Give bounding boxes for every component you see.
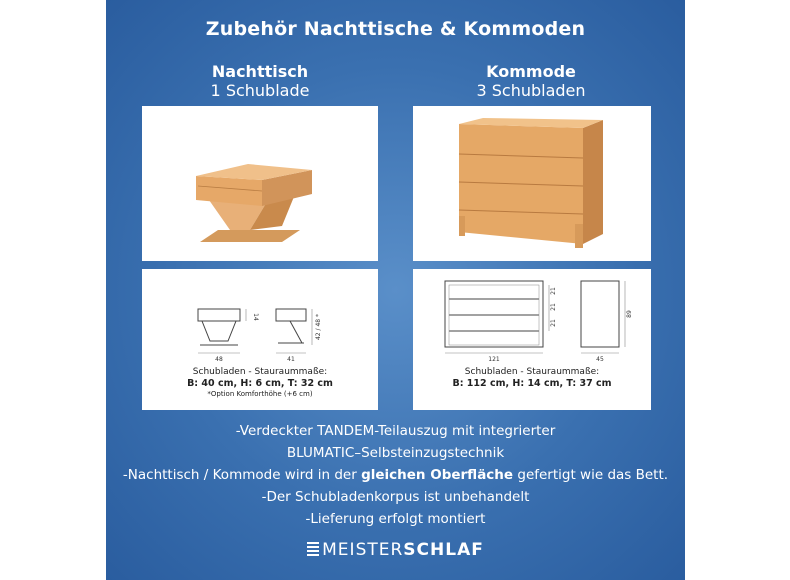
nachttisch-spec-values: B: 40 cm, H: 6 cm, T: 32 cm: [187, 378, 333, 389]
brand-logo: [106, 540, 685, 560]
nachttisch-name: Nachttisch: [211, 62, 309, 81]
kommode-heading: [411, 62, 651, 100]
feature-line-3-pre: -Nachttisch / Kommode wird in der: [122, 467, 362, 483]
kommode-specs: [413, 367, 651, 389]
nightstand-technical-drawing: [142, 269, 378, 364]
feature-line-3-bold: gleichen Oberfläche: [361, 467, 514, 483]
nachttisch-sub: 1 Schublade: [210, 81, 310, 100]
nachttisch-heading: [140, 62, 380, 100]
logo-bars-icon: [307, 542, 319, 556]
kommode-height-label: 89: [626, 310, 633, 318]
page-title: Zubehör Nachttische & Kommoden: [205, 18, 586, 40]
nachttisch-drawer-height-label: 14: [252, 313, 259, 321]
nachttisch-spec-note: *Option Komforthöhe (+6 cm): [207, 390, 313, 398]
nachttisch-drawing: [142, 269, 378, 410]
kommode-drawing: [413, 269, 651, 410]
kommode-spec-label: Schubladen - Stauraummaße:: [464, 367, 600, 377]
kommode-depth-label: 45: [596, 356, 604, 363]
feature-line-3-post: gefertigt wie das Bett.: [513, 467, 669, 483]
nachttisch-specs: [142, 367, 378, 400]
kommode-drawer3-label: 21: [550, 319, 557, 327]
nachttisch-depth-label: 41: [287, 356, 295, 363]
nachttisch-height-label: 42 / 48 *: [315, 313, 322, 341]
kommode-width-label: 121: [488, 356, 500, 363]
dresser-illustration: [413, 106, 651, 261]
kommode-spec-values: B: 112 cm, H: 14 cm, T: 37 cm: [452, 378, 612, 389]
kommode-photo: [413, 106, 651, 261]
feature-line-1: -Verdeckter TANDEM-Teilauszug mit integrierter: [235, 423, 556, 439]
feature-list: [106, 420, 685, 530]
nachttisch-photo: [142, 106, 378, 261]
feature-line-2: BLUMATIC–Selbsteinzugstechnik: [286, 445, 505, 461]
nightstand-illustration: [142, 106, 378, 261]
nachttisch-spec-label: Schubladen - Stauraummaße:: [192, 367, 328, 377]
dresser-technical-drawing: [413, 269, 651, 364]
brand-light: MEISTER: [322, 540, 404, 560]
kommode-drawer2-label: 21: [550, 303, 557, 311]
info-panel: [106, 0, 685, 580]
kommode-name: Kommode: [486, 62, 576, 81]
feature-line-4: -Der Schubladenkorpus ist unbehandelt: [261, 489, 530, 505]
nachttisch-width-label: 48: [215, 356, 223, 363]
feature-line-5: -Lieferung erfolgt montiert: [305, 511, 486, 527]
feature-line-3: [106, 464, 685, 486]
brand-bold: SCHLAF: [403, 540, 484, 560]
kommode-sub: 3 Schubladen: [476, 81, 586, 100]
kommode-drawer1-label: 21: [550, 287, 557, 295]
